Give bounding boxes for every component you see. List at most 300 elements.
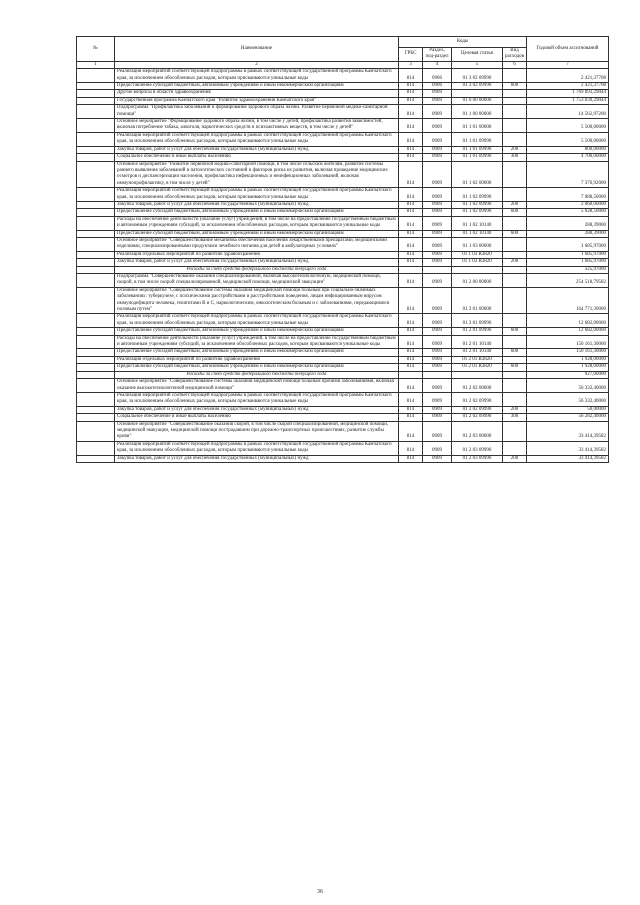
row-grbs-cell: 814: [399, 335, 423, 349]
row-vr-cell: [503, 356, 527, 363]
row-sum-cell: 33 414,39582: [527, 421, 609, 441]
row-name-cell: Закупка товаров, работ и услуг для обеспечения государственных (муниципальных) нужд: [115, 259, 399, 266]
table-row: [77, 414, 609, 421]
row-num-cell: [77, 335, 115, 349]
table-row: [77, 146, 609, 153]
row-name-cell: Подпрограмма "Профилактика заболеваний и формирование здорового образа жизни. Развитие первичной медико-санитарной помощи": [115, 105, 399, 119]
row-name-cell: Расходы за счет средств федерального бюджета текущего года: [115, 371, 399, 378]
table-row: [77, 230, 609, 237]
row-vr-cell: [503, 105, 527, 119]
row-num-cell: [77, 379, 115, 393]
table-row: [77, 216, 609, 230]
table-row: [77, 251, 609, 258]
row-vr-cell: [503, 237, 527, 251]
row-grbs-cell: 814: [399, 188, 423, 202]
row-cs-cell: 01 1 02 00000: [452, 161, 503, 188]
row-vr-cell: 600: [503, 209, 527, 216]
row-cs-cell: 01 2 03 09990: [452, 441, 503, 455]
row-cs-cell: 01 1 01 09990: [452, 132, 503, 146]
row-vr-cell: [503, 161, 527, 188]
index-cell: 1: [77, 61, 115, 68]
row-sum-cell: 1 928,00000: [527, 364, 609, 371]
row-sum-cell: 254 518,79582: [527, 274, 609, 288]
row-num-cell: [77, 161, 115, 188]
row-grbs-cell: 814: [399, 421, 423, 441]
row-name-cell: Реализация мероприятий соответствующей подпрограммы в рамках соответствующей государственной программы Камчатского края, за исключением обособленных расходов, которым присваиваются уникальные коды: [115, 69, 399, 83]
row-name-cell: Подпрограмма "Совершенствование оказания специализированной, включая высокотехнологичную, медицинской помощи, скорой, в том числе скорой специализированной, медицинской помощи, медицинской эвакуации": [115, 274, 399, 288]
row-num-cell: [77, 274, 115, 288]
row-cs-cell: 01 1 02 09990: [452, 201, 503, 208]
row-cs-cell: 01 3 02 09990: [452, 69, 503, 83]
row-vr-cell: [503, 392, 527, 406]
row-sum-cell: 2 421,37708: [527, 83, 609, 90]
row-sum-cell: 50,00000: [527, 406, 609, 413]
row-sum-cell: 1 685,97000: [527, 237, 609, 251]
row-cs-cell: 01 3 02 09990: [452, 83, 503, 90]
row-num-cell: [77, 154, 115, 161]
row-razdel-cell: 0909: [423, 216, 452, 230]
row-grbs-cell: 814: [399, 154, 423, 161]
row-sum-cell: 1 753 039,29044: [527, 97, 609, 104]
row-grbs-cell: 814: [399, 441, 423, 455]
table-row: [77, 132, 609, 146]
row-vr-cell: [503, 251, 527, 258]
row-razdel-cell: 0909: [423, 119, 452, 133]
row-razdel-cell: 0909: [423, 259, 452, 266]
row-name-cell: Предоставление субсидий бюджетным, автономным учреждениям и иным некоммерческим организациям: [115, 328, 399, 335]
row-num-cell: [77, 251, 115, 258]
row-grbs-cell: 814: [399, 90, 423, 97]
row-cs-cell: 01 2 01 R3820: [452, 356, 503, 363]
table-row: [77, 105, 609, 119]
row-sum-cell: 1 685,97000: [527, 259, 609, 266]
row-razdel-cell: 0909: [423, 421, 452, 441]
row-vr-cell: [503, 266, 527, 273]
table-row: [77, 392, 609, 406]
row-sum-cell: 5 028,50000: [527, 209, 609, 216]
row-name-cell: Реализация мероприятий соответствующей подпрограммы в рамках соответствующей государственной программы Камчатского края, за исключением обособленных расходов, которым присваиваются уникальные коды: [115, 132, 399, 146]
row-name-cell: Расходы на обеспечение деятельности (оказание услуг) учреждений, в том числе на предоставление государственным бюджетным и автономным учреждениям субсидий, за исключением обособленных расходов, которым присваиваются уникальные коды: [115, 335, 399, 349]
row-cs-cell: 01 2 01 R3820: [452, 364, 503, 371]
row-num-cell: [77, 364, 115, 371]
row-grbs-cell: 814: [399, 364, 423, 371]
row-grbs-cell: 814: [399, 259, 423, 266]
row-razdel-cell: 0909: [423, 379, 452, 393]
header-razdel: Раздел, под-раздел: [423, 48, 452, 62]
row-razdel-cell: 0909: [423, 356, 452, 363]
row-sum-cell: 1 769 893,29044: [527, 90, 609, 97]
row-name-cell: Предоставление субсидий бюджетным, автономным учреждениям и иным некоммерческим организациям: [115, 209, 399, 216]
row-razdel-cell: 0909: [423, 230, 452, 237]
row-name-cell: Закупка товаров, работ и услуг для обеспечения государственных (муниципальных) нужд: [115, 201, 399, 208]
row-grbs-cell: 814: [399, 251, 423, 258]
note-row: [77, 371, 609, 378]
row-cs-cell: 01 1 01 09990: [452, 154, 503, 161]
table-row: [77, 201, 609, 208]
table-row: [77, 259, 609, 266]
row-name-cell: Закупка товаров, работ и услуг для обеспечения государственных (муниципальных) нужд: [115, 455, 399, 462]
row-sum-cell: 1 685,97000: [527, 251, 609, 258]
row-grbs-cell: 814: [399, 455, 423, 462]
row-vr-cell: [503, 132, 527, 146]
row-cs-cell: 01 1 02 10140: [452, 230, 503, 237]
row-cs-cell: 01 1 03 R3820: [452, 259, 503, 266]
row-sum-cell: 150 161,30000: [527, 335, 609, 349]
row-razdel-cell: 0909: [423, 237, 452, 251]
header-codes: Коды: [399, 37, 527, 48]
row-vr-cell: 600: [503, 83, 527, 90]
row-vr-cell: 600: [503, 328, 527, 335]
row-cs-cell: [452, 371, 503, 378]
row-num-cell: [77, 146, 115, 153]
row-vr-cell: 300: [503, 154, 527, 161]
row-num-cell: [77, 441, 115, 455]
row-sum-cell: 150 161,30000: [527, 349, 609, 356]
row-sum-cell: 56 282,40000: [527, 414, 609, 421]
row-grbs-cell: 814: [399, 97, 423, 104]
row-vr-cell: [503, 90, 527, 97]
row-sum-cell: 800,00000: [527, 146, 609, 153]
row-name-cell: Государственная программа Камчатского края "Развитие здравоохранения Камчатского края": [115, 97, 399, 104]
row-grbs-cell: 814: [399, 356, 423, 363]
row-sum-cell: 5 500,00000: [527, 119, 609, 133]
row-grbs-cell: 814: [399, 392, 423, 406]
row-cs-cell: 01 2 01 10140: [452, 335, 503, 349]
row-sum-cell: 288,39000: [527, 216, 609, 230]
row-name-cell: Предоставление субсидий бюджетным, автономным учреждениям и иным некоммерческим организациям: [115, 349, 399, 356]
table-row: [77, 287, 609, 314]
header-num: №: [77, 37, 115, 62]
row-grbs-cell: 814: [399, 146, 423, 153]
row-razdel-cell: 0906: [423, 69, 452, 83]
row-sum-cell: 2 060,00000: [527, 201, 609, 208]
row-name-cell: Предоставление субсидий бюджетным, автономным учреждениям и иным некоммерческим организациям: [115, 230, 399, 237]
row-vr-cell: 200: [503, 201, 527, 208]
header-vr: Вид расходов: [503, 48, 527, 62]
row-razdel-cell: 0906: [423, 83, 452, 90]
index-cell: 7: [527, 61, 609, 68]
row-name-cell: Реализация мероприятий соответствующей подпрограммы в рамках соответствующей государственной программы Камчатского края, за исключением обособленных расходов, которым присваиваются уникальные коды: [115, 188, 399, 202]
header-name: Наименование: [115, 37, 399, 62]
header-row-1: [77, 37, 609, 48]
row-razdel-cell: 0909: [423, 209, 452, 216]
row-razdel-cell: 0909: [423, 146, 452, 153]
row-razdel-cell: [423, 371, 452, 378]
table-row: [77, 335, 609, 349]
row-sum-cell: 4 700,00000: [527, 154, 609, 161]
row-grbs-cell: 814: [399, 379, 423, 393]
row-vr-cell: [503, 314, 527, 328]
row-grbs-cell: 814: [399, 406, 423, 413]
row-sum-cell: 33 414,39582: [527, 455, 609, 462]
table-row: [77, 274, 609, 288]
table-row: [77, 188, 609, 202]
row-vr-cell: [503, 335, 527, 349]
row-razdel-cell: [423, 266, 452, 273]
row-razdel-cell: 0909: [423, 455, 452, 462]
table-row: [77, 83, 609, 90]
row-grbs-cell: 814: [399, 119, 423, 133]
header-cs: Целевая статья: [452, 48, 503, 62]
row-grbs-cell: 814: [399, 274, 423, 288]
index-cell: 6: [503, 61, 527, 68]
row-num-cell: [77, 259, 115, 266]
row-vr-cell: 200: [503, 406, 527, 413]
row-cs-cell: [452, 266, 503, 273]
row-grbs-cell: 814: [399, 314, 423, 328]
row-cs-cell: 01 1 02 09990: [452, 188, 503, 202]
row-razdel-cell: 0909: [423, 154, 452, 161]
row-grbs-cell: [399, 266, 423, 273]
table-row: [77, 441, 609, 455]
row-vr-cell: [503, 421, 527, 441]
row-sum-cell: 56 332,40000: [527, 379, 609, 393]
row-name-cell: Предоставление субсидий бюджетным, автономным учреждениям и иным некоммерческим организациям: [115, 364, 399, 371]
row-name-cell: Расходы на обеспечение деятельности (оказание услуг) учреждений, в том числе на предоставление государственным бюджетным и автономным учреждениям субсидий, за исключением обособленных расходов, которым присваиваются уникальные коды: [115, 216, 399, 230]
row-grbs-cell: 814: [399, 161, 423, 188]
row-name-cell: Закупка товаров, работ и услуг для обеспечения государственных (муниципальных) нужд: [115, 146, 399, 153]
row-razdel-cell: 0909: [423, 314, 452, 328]
row-grbs-cell: 814: [399, 69, 423, 83]
row-razdel-cell: 0909: [423, 201, 452, 208]
row-name-cell: Расходы за счет средств федерального бюджета текущего года: [115, 266, 399, 273]
row-vr-cell: 300: [503, 414, 527, 421]
table-row: [77, 90, 609, 97]
row-grbs-cell: 814: [399, 349, 423, 356]
row-num-cell: [77, 237, 115, 251]
row-num-cell: [77, 201, 115, 208]
header-grbs: ГРБС: [399, 48, 423, 62]
row-razdel-cell: 0909: [423, 132, 452, 146]
row-cs-cell: [452, 90, 503, 97]
row-num-cell: [77, 314, 115, 328]
row-sum-cell: 288,39000: [527, 230, 609, 237]
row-num-cell: [77, 90, 115, 97]
note-row: [77, 266, 609, 273]
table-row: [77, 161, 609, 188]
row-num-cell: [77, 266, 115, 273]
index-cell: 4: [423, 61, 452, 68]
row-name-cell: Социальное обеспечение и иные выплаты населению: [115, 154, 399, 161]
row-name-cell: Основное мероприятие "Совершенствование оказания скорой, в том числе скорой специализированной, медицинской помощи, медицинской эвакуации, медицинской помощи пострадавшим при дорожно-транспортных происшествиях, развитие службы крови": [115, 421, 399, 441]
row-sum-cell: 927,00000: [527, 371, 609, 378]
row-grbs-cell: [399, 371, 423, 378]
row-num-cell: [77, 414, 115, 421]
row-cs-cell: 01 2 01 00000: [452, 287, 503, 314]
row-num-cell: [77, 105, 115, 119]
table-row: [77, 154, 609, 161]
row-vr-cell: [503, 216, 527, 230]
row-cs-cell: 01 1 03 00000: [452, 237, 503, 251]
row-razdel-cell: 0909: [423, 328, 452, 335]
row-grbs-cell: 814: [399, 328, 423, 335]
table-body: [77, 69, 609, 463]
table-row: [77, 364, 609, 371]
row-num-cell: [77, 421, 115, 441]
row-vr-cell: [503, 287, 527, 314]
row-vr-cell: [503, 379, 527, 393]
table-row: [77, 379, 609, 393]
row-vr-cell: [503, 97, 527, 104]
row-sum-cell: 325,97000: [527, 266, 609, 273]
row-razdel-cell: 0909: [423, 251, 452, 258]
table-row: [77, 237, 609, 251]
table-row: [77, 421, 609, 441]
row-name-cell: Основное мероприятие "Развитие первичной медико-санитарной помощи, в том числе сельским жителям, развитие системы раннего выявления заболеваний и патологических состояний и факторов риска их развития, включая проведение медицинских осмотров и диспансеризации населения, профилактика инфекционных и неинфекционных заболеваний, включая иммунопрофилактику, в том числе у детей": [115, 161, 399, 188]
row-num-cell: [77, 216, 115, 230]
row-sum-cell: 7 376,92000: [527, 161, 609, 188]
row-name-cell: Реализация отдельных мероприятий по развитию здравоохранения: [115, 251, 399, 258]
index-cell: 5: [452, 61, 503, 68]
row-razdel-cell: 0909: [423, 335, 452, 349]
row-grbs-cell: 814: [399, 237, 423, 251]
row-sum-cell: 33 414,39582: [527, 441, 609, 455]
row-grbs-cell: 814: [399, 230, 423, 237]
row-cs-cell: 01 2 01 10140: [452, 349, 503, 356]
row-name-cell: Основное мероприятие "Совершенствование механизма обеспечения населения лекарственными препаратами, медицинскими изделиями, специализированными продуктами лечебного питания для детей в амбулаторных условиях": [115, 237, 399, 251]
row-name-cell: Предоставление субсидий бюджетным, автономным учреждениям и иным некоммерческим организациям: [115, 83, 399, 90]
row-cs-cell: 01 2 03 09990: [452, 455, 503, 462]
row-cs-cell: 01 1 01 00000: [452, 119, 503, 133]
row-sum-cell: 14 562,97200: [527, 105, 609, 119]
row-grbs-cell: 814: [399, 216, 423, 230]
row-vr-cell: 200: [503, 146, 527, 153]
index-cell: 2: [115, 61, 399, 68]
row-name-cell: Социальное обеспечение и иные выплаты населению: [115, 414, 399, 421]
row-grbs-cell: 814: [399, 209, 423, 216]
row-name-cell: Реализация мероприятий соответствующей подпрограммы в рамках соответствующей государственной программы Камчатского края, за исключением обособленных расходов, которым присваиваются уникальные коды: [115, 314, 399, 328]
row-num-cell: [77, 356, 115, 363]
table-row: [77, 209, 609, 216]
row-num-cell: [77, 328, 115, 335]
row-num-cell: [77, 371, 115, 378]
row-sum-cell: 7 088,50000: [527, 188, 609, 202]
table-row: [77, 69, 609, 83]
row-num-cell: [77, 97, 115, 104]
row-num-cell: [77, 349, 115, 356]
row-cs-cell: 01 1 02 09990: [452, 209, 503, 216]
table-row: [77, 97, 609, 104]
row-vr-cell: [503, 441, 527, 455]
table-row: [77, 328, 609, 335]
row-vr-cell: 600: [503, 349, 527, 356]
row-name-cell: Другие вопросы в области здравоохранения: [115, 90, 399, 97]
row-num-cell: [77, 132, 115, 146]
index-cell: 3: [399, 61, 423, 68]
row-sum-cell: 1 928,00000: [527, 356, 609, 363]
row-razdel-cell: 0909: [423, 364, 452, 371]
row-razdel-cell: 0909: [423, 441, 452, 455]
row-cs-cell: 01 1 02 10140: [452, 216, 503, 230]
row-grbs-cell: 814: [399, 414, 423, 421]
row-cs-cell: 01 2 03 00000: [452, 421, 503, 441]
row-vr-cell: 600: [503, 364, 527, 371]
row-num-cell: [77, 406, 115, 413]
header-sum: Годовой объем ассигнований: [527, 37, 609, 62]
table-row: [77, 119, 609, 133]
page-number: 36: [317, 889, 323, 895]
row-vr-cell: [503, 274, 527, 288]
table-row: [77, 349, 609, 356]
row-razdel-cell: 0909: [423, 105, 452, 119]
row-cs-cell: 01 1 01 09990: [452, 146, 503, 153]
row-grbs-cell: 814: [399, 105, 423, 119]
row-razdel-cell: 0909: [423, 90, 452, 97]
row-name-cell: Основное мероприятие "Формирование здорового образа жизни, в том числе у детей, профилактика развития зависимостей, включая потребление табака, алкоголя, наркотических средств и психоактивных веществ, в том числе у детей": [115, 119, 399, 133]
row-name-cell: Реализация отдельных мероприятий по развитию здравоохранения: [115, 356, 399, 363]
row-cs-cell: 01 2 02 09990: [452, 392, 503, 406]
row-sum-cell: 5 500,00000: [527, 132, 609, 146]
row-cs-cell: 01 1 00 00000: [452, 105, 503, 119]
row-sum-cell: 12 682,00000: [527, 314, 609, 328]
table-row: [77, 455, 609, 462]
row-razdel-cell: 0909: [423, 414, 452, 421]
row-num-cell: [77, 287, 115, 314]
row-num-cell: [77, 69, 115, 83]
row-razdel-cell: 0909: [423, 161, 452, 188]
row-razdel-cell: 0909: [423, 188, 452, 202]
row-num-cell: [77, 83, 115, 90]
row-cs-cell: 01 2 02 00000: [452, 379, 503, 393]
row-razdel-cell: 0909: [423, 274, 452, 288]
row-vr-cell: 600: [503, 230, 527, 237]
row-grbs-cell: 814: [399, 83, 423, 90]
row-grbs-cell: 814: [399, 201, 423, 208]
row-razdel-cell: 0909: [423, 392, 452, 406]
row-num-cell: [77, 455, 115, 462]
row-num-cell: [77, 392, 115, 406]
row-vr-cell: [503, 69, 527, 83]
row-cs-cell: 01 2 00 00000: [452, 274, 503, 288]
row-num-cell: [77, 209, 115, 216]
row-cs-cell: 01 0 00 00000: [452, 97, 503, 104]
row-cs-cell: 01 2 02 09990: [452, 414, 503, 421]
row-sum-cell: 2 421,37708: [527, 69, 609, 83]
table-row: [77, 356, 609, 363]
row-num-cell: [77, 119, 115, 133]
row-num-cell: [77, 188, 115, 202]
row-grbs-cell: 814: [399, 132, 423, 146]
row-vr-cell: [503, 188, 527, 202]
row-vr-cell: [503, 119, 527, 133]
row-razdel-cell: 0909: [423, 97, 452, 104]
row-name-cell: Закупка товаров, работ и услуг для обеспечения государственных (муниципальных) нужд: [115, 406, 399, 413]
row-cs-cell: 01 1 03 R3820: [452, 251, 503, 258]
row-name-cell: Основное мероприятие "Совершенствование системы оказания медицинской помощи больным при социально-значимых заболеваниях: туберкулезе, с психическими расстройствами и расстройствами поведения, лицам инфицированным вирусом иммунодефицита человека, гепатитами B и C, наркологическим, онкологическим больным и с заболеваниями, передающимися половым путем": [115, 287, 399, 314]
row-cs-cell: 01 2 01 09990: [452, 328, 503, 335]
row-name-cell: Реализация мероприятий соответствующей подпрограммы в рамках соответствующей государственной программы Камчатского края, за исключением обособленных расходов, которым присваиваются уникальные коды: [115, 441, 399, 455]
row-razdel-cell: 0909: [423, 349, 452, 356]
row-sum-cell: 12 682,00000: [527, 328, 609, 335]
row-grbs-cell: 814: [399, 287, 423, 314]
row-razdel-cell: 0909: [423, 287, 452, 314]
budget-table: [76, 36, 609, 463]
row-name-cell: Основное мероприятие "Совершенствование системы оказания медицинской помощи больным прочими заболеваниями, включая оказание высокотехнологичной медицинской помощи": [115, 379, 399, 393]
row-name-cell: Реализация мероприятий соответствующей подпрограммы в рамках соответствующей государственной программы Камчатского края, за исключением обособленных расходов, которым присваиваются уникальные коды: [115, 392, 399, 406]
row-vr-cell: [503, 371, 527, 378]
row-razdel-cell: 0909: [423, 406, 452, 413]
column-index-row: [77, 61, 609, 68]
row-vr-cell: 200: [503, 455, 527, 462]
row-cs-cell: 01 2 01 09990: [452, 314, 503, 328]
row-sum-cell: 164 771,30000: [527, 287, 609, 314]
row-cs-cell: 01 2 02 09990: [452, 406, 503, 413]
row-vr-cell: 200: [503, 259, 527, 266]
table-row: [77, 314, 609, 328]
row-sum-cell: 56 332,40000: [527, 392, 609, 406]
table-row: [77, 406, 609, 413]
row-num-cell: [77, 230, 115, 237]
